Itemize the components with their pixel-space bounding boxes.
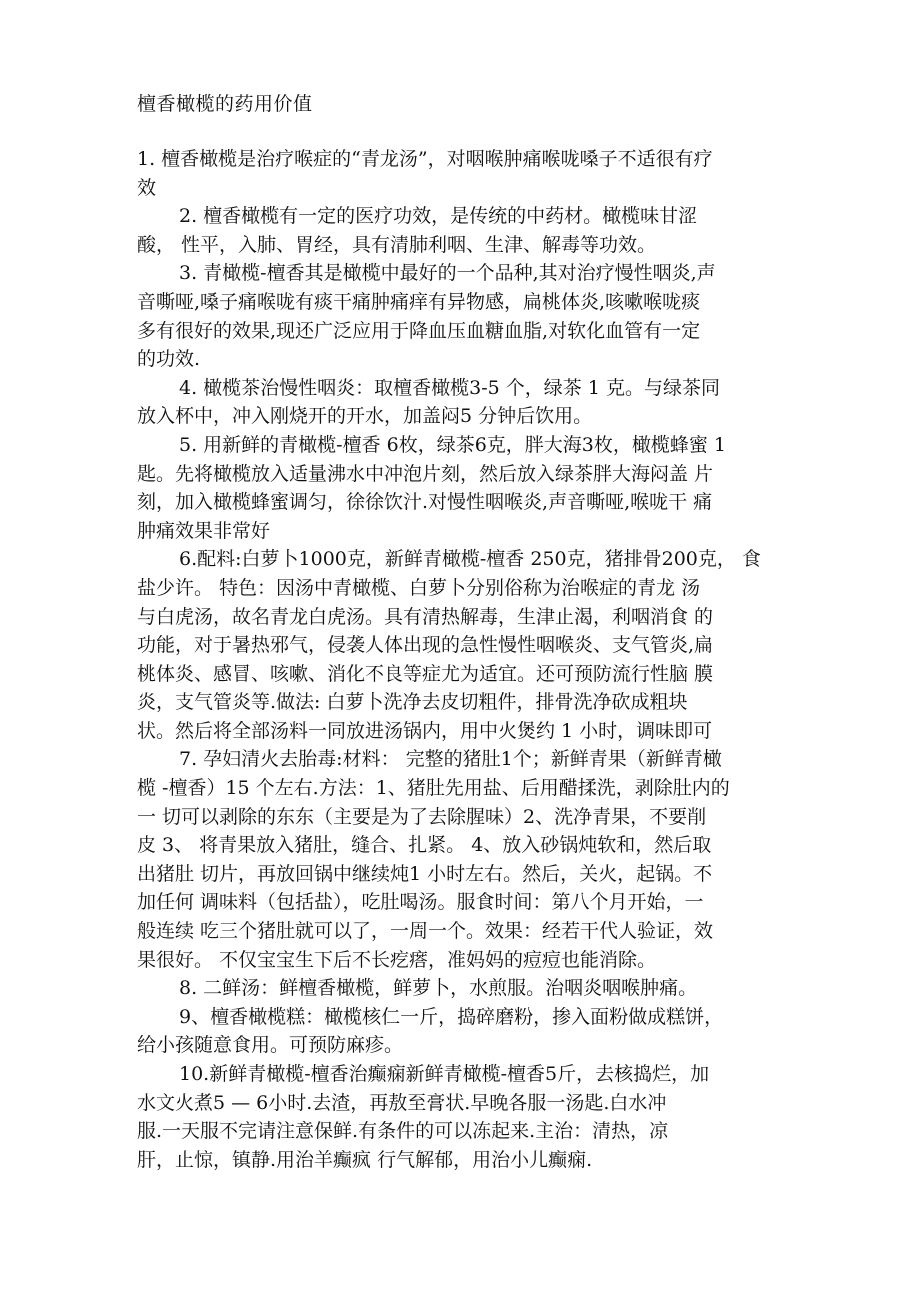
text-line: 盐少许。 特色：因汤中青橄榄、白萝卜分别俗称为治喉症的青龙 汤 — [137, 576, 701, 599]
text-line: 的功效. — [137, 348, 201, 371]
text-line: 状。然后将全部汤料一同放进汤锅内，用中火煲约 1 小时，调味即可 — [137, 719, 713, 742]
text-line: 7. 孕妇清火去胎毒:材料： 完整的猪肚1个；新鲜青果（新鲜青橄 — [179, 748, 722, 771]
text-line: 给小孩随意食用。可预防麻疹。 — [137, 1034, 404, 1057]
text-line: 6.配料:白萝卜1000克，新鲜青橄榄-檀香 250克，猪排骨200克， 食 — [179, 548, 761, 571]
text-line: 2. 檀香橄榄有一定的医疗功效，是传统的中药材。橄榄味甘涩 — [179, 205, 698, 228]
text-line: 匙。先将橄榄放入适量沸水中冲泡片刻，然后放入绿茶胖大海闷盖 片 — [137, 462, 714, 485]
document-body — [137, 145, 782, 1174]
text-line: 9、檀香橄榄糕：橄榄核仁一斤，捣碎磨粉，掺入面粉做成糕饼， — [179, 1005, 724, 1028]
text-line: 酸， 性平，入肺、胃经，具有清肺利咽、生津、解毒等功效。 — [137, 233, 657, 256]
text-line: 10.新鲜青橄榄-檀香治癫痫新鲜青橄榄-檀香5斤，去核捣烂，加 — [179, 1063, 710, 1085]
text-line: 与白虎汤，故名青龙白虎汤。具有清热解毒，生津止渴，利咽消食 的 — [137, 605, 714, 628]
text-line: 榄 -檀香）15 个左右.方法：1、猪肚先用盐、后用醋揉洗，剥除肚内的 — [137, 777, 730, 800]
text-line: 4. 橄榄茶治慢性咽炎：取檀香橄榄3-5 个，绿茶 1 克。与绿茶同 — [179, 376, 720, 399]
document-title: 檀香橄榄的药用价值 — [137, 93, 313, 115]
text-line: 加任何 调味料（包括盐），吃肚喝汤。服食时间：第八个月开始，一 — [137, 891, 704, 914]
text-line: 功能，对于暑热邪气，侵袭人体出现的急性慢性咽喉炎、支气管炎,扁 — [137, 634, 714, 657]
text-line: 桃体炎、感冒、咳嗽、消化不良等症尤为适宜。还可预防流行性脑 膜 — [137, 662, 714, 685]
text-line: 皮 3、 将青果放入猪肚，缝合、扎紧。 4、放入砂锅炖软和，然后取 — [137, 834, 712, 857]
text-line: 般连续 吃三个猪肚就可以了，一周一个。效果：经若干代人验证，效 — [137, 920, 714, 943]
text-line: 效 — [137, 176, 157, 199]
text-line: 音嘶哑,嗓子痛喉咙有痰干痛肿痛痒有异物感，扁桃体炎,咳嗽喉咙痰 — [137, 290, 701, 313]
text-line: 炎，支气管炎等.做法: 白萝卜洗净去皮切粗件，排骨洗净砍成粗块 — [137, 691, 688, 714]
text-line: 果很好。 不仅宝宝生下后不长疙瘩，准妈妈的痘痘也能消除。 — [137, 948, 657, 971]
text-line: 3. 青橄榄-檀香其是橄榄中最好的一个品种,其对治疗慢性咽炎,声 — [179, 262, 716, 285]
text-line: 放入杯中，冲入刚烧开的开水，加盖闷5 分钟后饮用。 — [137, 405, 593, 428]
text-line: 1. 檀香橄榄是治疗喉症的“青龙汤”，对咽喉肿痛喉咙嗓子不适很有疗 — [137, 148, 713, 170]
text-line: 出猪肚 切片，再放回锅中继续炖1 小时左右。然后，关火，起锅。不 — [137, 862, 713, 885]
text-line: 刻，加入橄榄蜂蜜调匀，徐徐饮汁.对慢性咽喉炎,声音嘶哑,喉咙干 痛 — [137, 491, 713, 514]
text-line: 水文火煮5 — 6小时.去渣，再敖至膏状.早晚各服一汤匙.白水冲 — [137, 1091, 667, 1114]
text-line: 多有很好的效果,现还广泛应用于降血压血糖血脂,对软化血管有一定 — [137, 319, 701, 342]
text-line: 肝，止惊，镇静.用治羊癫疯 行气解郁，用治小儿癫痫. — [137, 1148, 593, 1171]
text-line: 肿痛效果非常好 — [137, 519, 271, 542]
text-line: 一 切可以剥除的东东（主要是为了去除腥味）2、洗净青果，不要削 — [137, 805, 707, 828]
text-line: 服.一天服不完请注意保鲜.有条件的可以冻起来.主治：清热，凉 — [137, 1120, 669, 1143]
text-line: 5. 用新鲜的青橄榄-檀香 6枚，绿茶6克，胖大海3枚，橄榄蜂蜜 1 — [179, 433, 727, 456]
text-line: 8. 二鲜汤：鲜檀香橄榄，鲜萝卜，水煎服。治咽炎咽喉肿痛。 — [179, 977, 698, 1000]
